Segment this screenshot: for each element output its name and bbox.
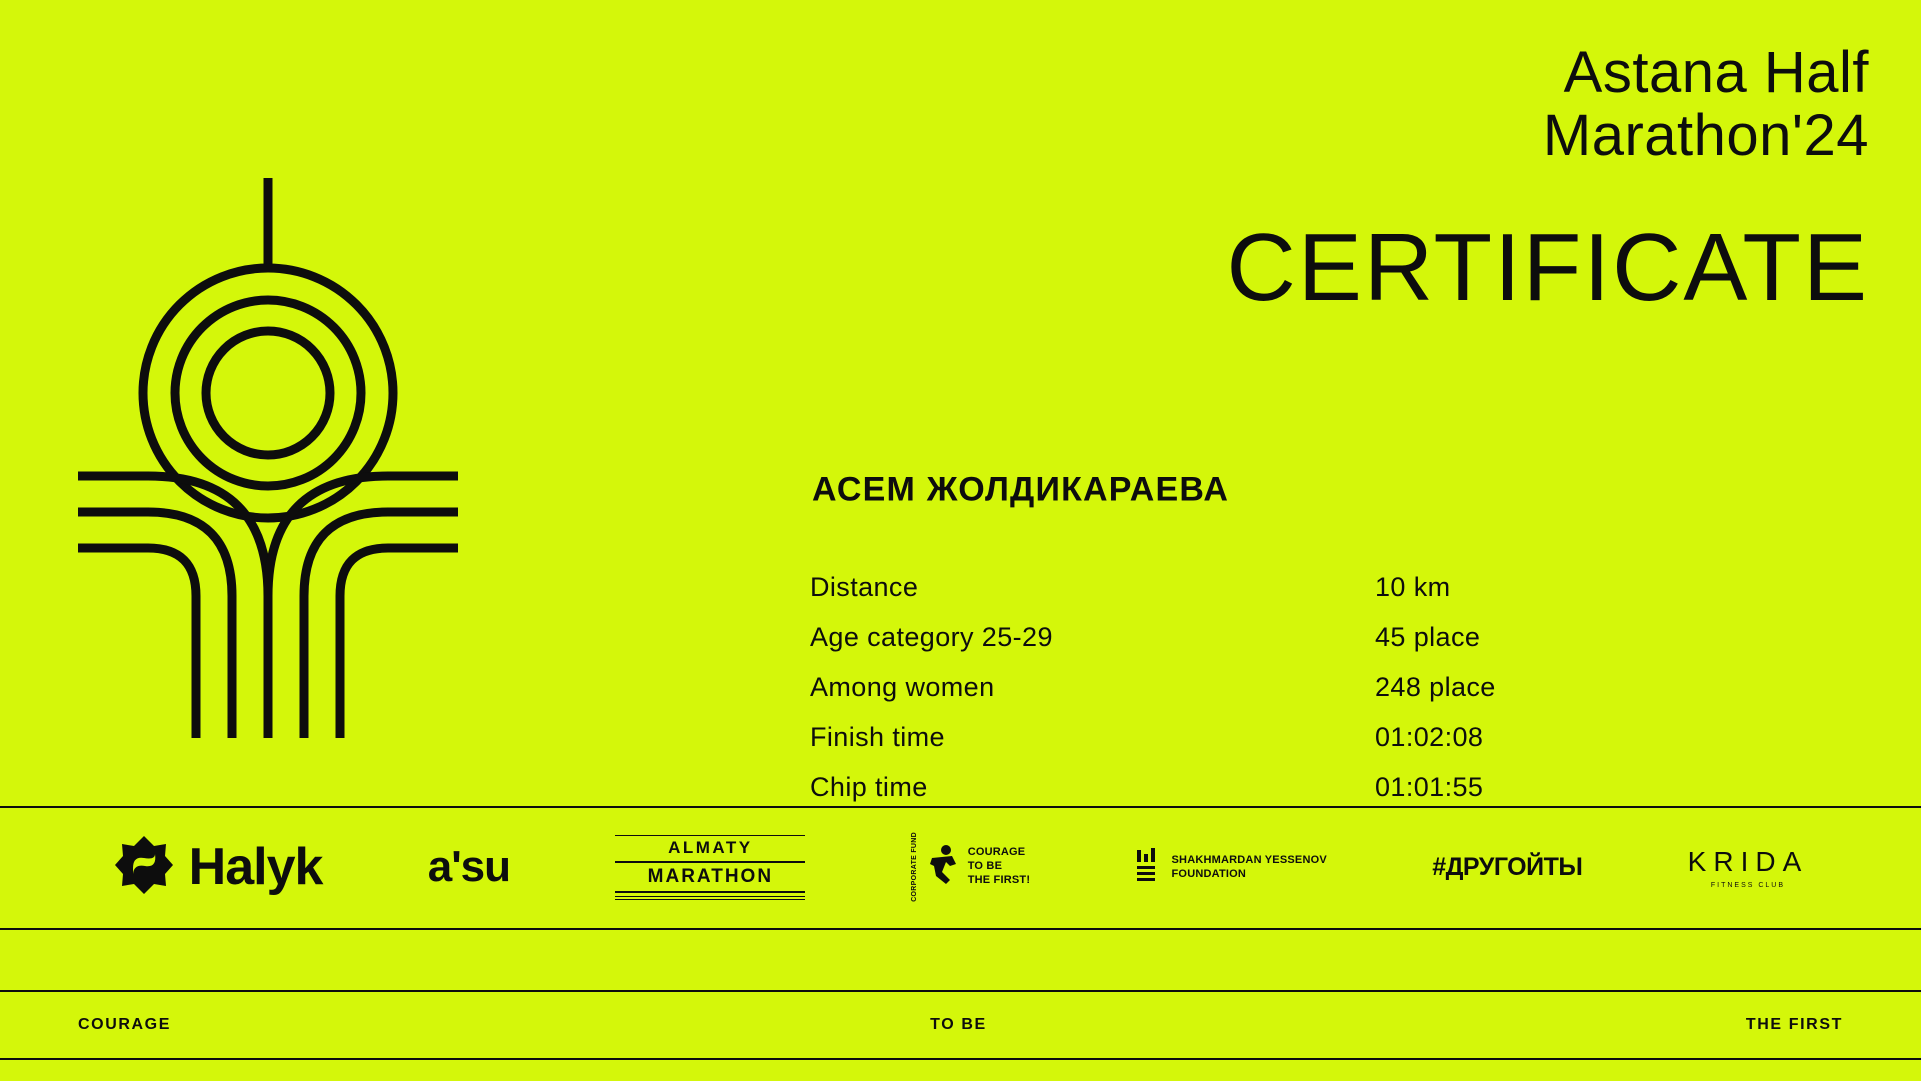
table-row (810, 622, 1860, 672)
sponsor-halyk (113, 832, 323, 902)
result-value: 10 km (1375, 572, 1451, 602)
table-row (810, 672, 1860, 722)
result-value: 248 place (1375, 672, 1496, 702)
almaty-rule-mid (615, 861, 805, 863)
almaty-rule-b1 (615, 891, 805, 893)
almaty-rule-top (615, 835, 805, 836)
result-value: 01:02:08 (1375, 722, 1484, 752)
result-value: 01:01:55 (1375, 772, 1484, 802)
footer-word-right: THE FIRST (1745, 1016, 1843, 1033)
almaty-marathon-line-2: MARATHON (647, 865, 774, 887)
runner-icon (926, 842, 960, 891)
sponsor-corporate-fund (911, 832, 1031, 902)
sponsor-asu (428, 832, 510, 902)
divider-sponsors-bottom (0, 928, 1921, 930)
almaty-rule-b2 (615, 896, 805, 897)
corporate-fund-line-3: THE FIRST! (967, 873, 1031, 886)
corporate-fund-line-1: COURAGE (967, 846, 1026, 859)
footer-word-left: COURAGE (78, 1016, 171, 1033)
table-row (810, 722, 1860, 772)
asu-wordmark: a'su (427, 842, 511, 891)
sponsor-band (0, 808, 1921, 926)
halyk-wordmark: Halyk (188, 838, 323, 896)
divider-bottom (0, 1058, 1921, 1060)
sponsor-almaty-marathon (615, 832, 805, 902)
event-title (1543, 42, 1869, 167)
yessenov-line-2: FOUNDATION (1171, 868, 1247, 880)
sponsor-krida (1688, 832, 1809, 902)
corporate-fund-ring-text: CORPORATE FUND (910, 832, 918, 902)
results-table (810, 572, 1860, 822)
marathon-emblem-icon (78, 178, 458, 758)
sponsor-yessenov-foundation (1136, 832, 1327, 902)
sponsor-drugoity (1432, 832, 1582, 902)
yessenov-line-1: SHAKHMARDAN YESSENOV (1171, 853, 1327, 866)
halyk-logo-icon (113, 834, 175, 901)
yessenov-mark-icon (1136, 848, 1162, 887)
result-label: Finish time (810, 722, 945, 752)
almaty-rule-b3 (615, 899, 805, 900)
footer-word-center: TO BE (930, 1016, 987, 1033)
corporate-fund-line-2: TO BE (967, 860, 1003, 873)
athlete-name: АСЕМ ЖОЛДИКАРАЕВА (812, 470, 1230, 509)
krida-wordmark: KRIDA (1687, 845, 1809, 877)
footer-slogan (0, 992, 1921, 1058)
result-value: 45 place (1375, 622, 1481, 652)
table-row (810, 572, 1860, 622)
krida-subtitle: FITNESS CLUB (1710, 881, 1786, 889)
result-label: Distance (810, 572, 919, 602)
result-label: Among women (810, 672, 995, 702)
event-title-line-1: Astana Half (1563, 40, 1869, 105)
result-label: Age category 25-29 (810, 622, 1053, 652)
certificate-heading: CERTIFICATE (1226, 214, 1869, 321)
almaty-marathon-line-1: ALMATY (668, 837, 753, 857)
event-title-line-2: Marathon'24 (1542, 102, 1869, 168)
drugoity-wordmark: #ДРУГОЙТЫ (1432, 852, 1583, 881)
result-label: Chip time (810, 772, 928, 802)
